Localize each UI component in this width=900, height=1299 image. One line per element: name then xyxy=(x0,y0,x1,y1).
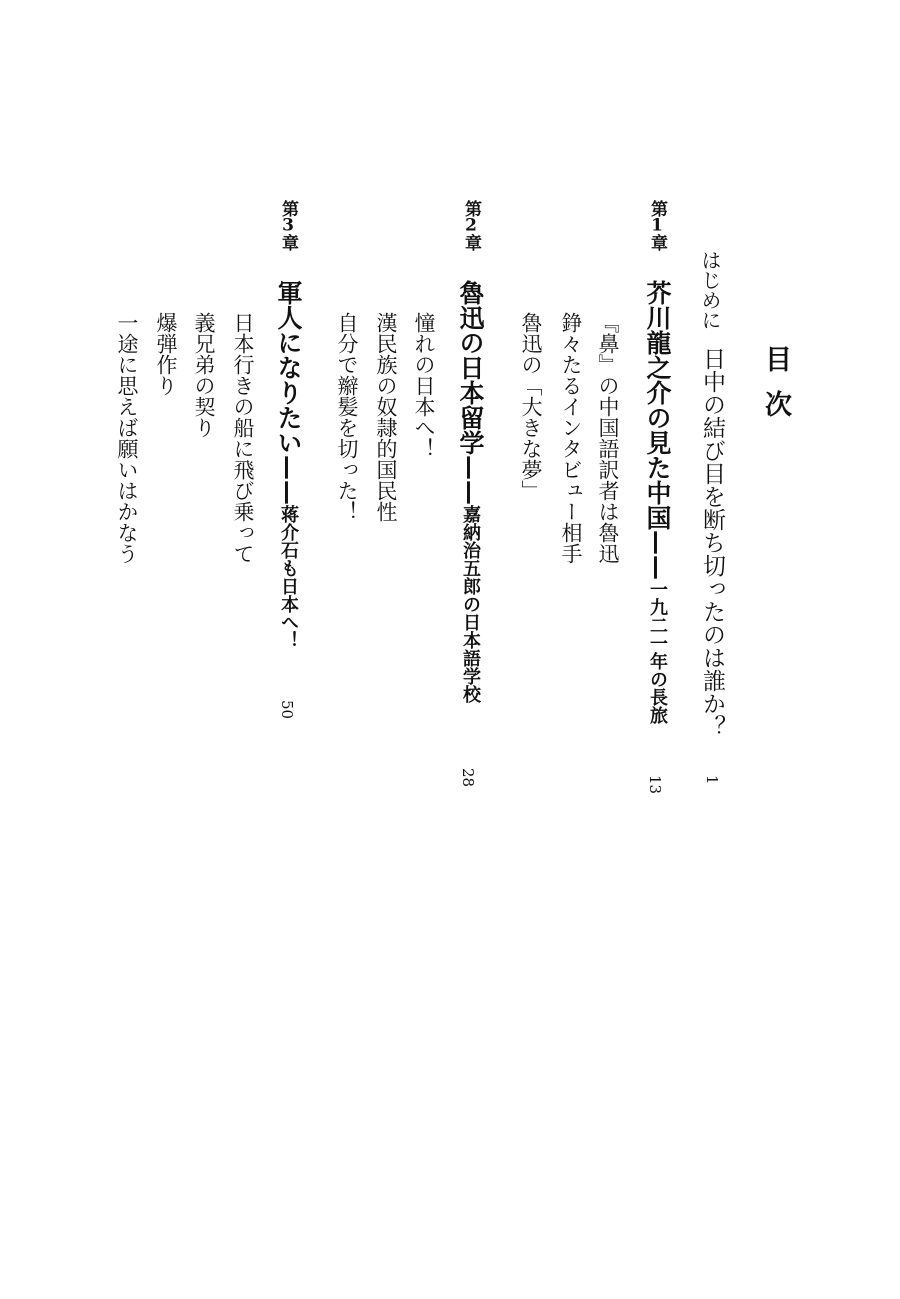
chapter-2-page-number: 28 xyxy=(459,768,477,788)
toc-title: 目次 xyxy=(760,345,791,435)
chapter-3-section-3[interactable]: 爆弾作り xyxy=(154,312,178,396)
chapter-3-heading[interactable] xyxy=(276,280,301,649)
chapter-3-label: 第3章 xyxy=(278,200,298,251)
chapter-3-page-number: 50 xyxy=(278,700,296,720)
chapter-3-subtitle: 蒋介石も日本へ！ xyxy=(278,505,299,649)
chapter-1-number: 1 xyxy=(651,217,663,234)
intro-title[interactable]: 日中の結び目を断ち切ったのは誰か？ xyxy=(699,347,725,738)
chapter-3-number: 3 xyxy=(282,217,294,234)
chapter-1-subtitle: 一九二一年の長旅 xyxy=(647,580,668,724)
chapter-1-page-number: 13 xyxy=(646,775,664,795)
chapter-2-section-2[interactable]: 漢民族の奴隷的国民性 xyxy=(374,312,398,522)
chapter-3-dash: —— xyxy=(274,455,303,505)
chapter-2-number: 2 xyxy=(465,217,477,234)
chapter-1-section-2[interactable]: 錚々たるインタビュー相手 xyxy=(559,312,583,564)
chapter-2-subtitle: 嘉納治五郎の日本語学校 xyxy=(460,505,481,703)
chapter-1-dash: —— xyxy=(643,530,672,580)
intro-page-number: 1 xyxy=(703,775,721,785)
chapter-1-title: 芥川龍之介の見た中国 xyxy=(643,280,672,530)
chapter-1-label: 第1章 xyxy=(647,200,667,251)
chapter-2-dash: —— xyxy=(456,455,485,505)
chapter-1-heading[interactable] xyxy=(645,280,670,724)
chapter-2-title: 魯迅の日本留学 xyxy=(456,280,485,455)
intro-label: はじめに xyxy=(698,250,722,330)
chapter-1-section-3[interactable]: 魯迅の「大きな夢」 xyxy=(519,312,543,501)
chapter-3-section-2[interactable]: 義兄弟の契り xyxy=(192,312,216,438)
chapter-2-label: 第2章 xyxy=(461,200,481,251)
chapter-2-heading[interactable] xyxy=(458,280,483,703)
chapter-2-section-3[interactable]: 自分で辮髪を切った！ xyxy=(335,312,359,522)
chapter-2-section-1[interactable]: 憧れの日本へ！ xyxy=(412,312,436,459)
chapter-1-section-1[interactable]: 『鼻』の中国語訳者は魯迅 xyxy=(596,312,620,564)
chapter-3-title: 軍人になりたい xyxy=(274,280,303,455)
chapter-3-section-4[interactable]: 一途に思えば願いはかなう xyxy=(115,312,139,564)
chapter-3-section-1[interactable]: 日本行きの船に飛び乗って xyxy=(231,312,255,564)
